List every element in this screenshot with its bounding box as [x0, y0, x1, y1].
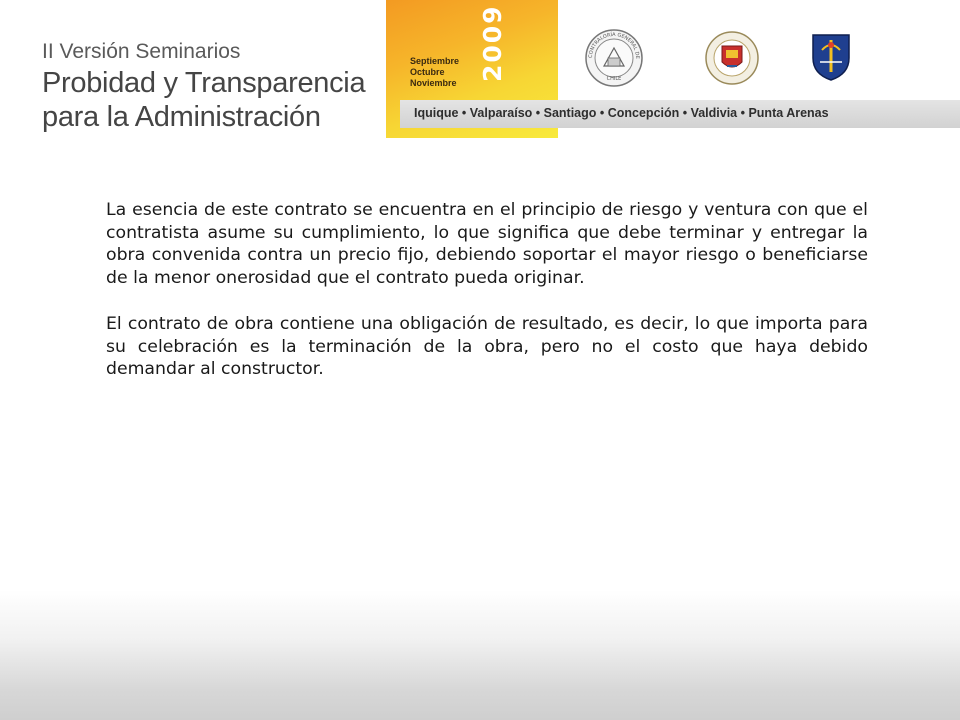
months-list: [410, 56, 459, 89]
header-title-block: [42, 40, 365, 134]
seal-bottom-text: CHILE: [606, 76, 622, 82]
cities-list: Iquique • Valparaíso • Santiago • Concepción • Valdivia • Punta Arenas: [414, 106, 829, 120]
seminar-subtitle: II Versión Seminarios: [42, 40, 241, 63]
slide-body: [106, 199, 868, 405]
month-september: Septiembre: [410, 56, 460, 66]
month-october: Octubre: [410, 67, 445, 77]
shield-crest-icon: [810, 32, 852, 82]
paragraph-1: La esencia de este contrato se encuentra en el principio de riesgo y ventura con que el contratista asume su cumplimiento, lo que significa que debe terminar y entregar la obra convenida contra un precio fijo, debiendo soportar el mayor riesgo o beneficiarse de la menor onerosidad que el contrato pueda originar.: [106, 200, 868, 288]
event-banner: [386, 0, 960, 138]
university-crest-icon: [704, 30, 760, 86]
seal-arc-text: CONTRALORÍA GENERAL DE: [587, 31, 641, 60]
contraloria-seal-icon: [584, 28, 644, 88]
seminar-title-line2: para la Administración: [42, 101, 321, 133]
cities-bar: [400, 100, 960, 128]
paragraph-2: El contrato de obra contiene una obligación de resultado, es decir, lo que importa para su celebración es la terminación de la obra, pero no el costo que haya debido demandar al constructor.: [106, 314, 868, 379]
logo-strip: [558, 0, 960, 92]
seminar-title-line1: Probidad y Transparencia: [42, 67, 366, 99]
month-november: Noviembre: [410, 78, 457, 88]
year-label: 2009: [478, 4, 507, 82]
